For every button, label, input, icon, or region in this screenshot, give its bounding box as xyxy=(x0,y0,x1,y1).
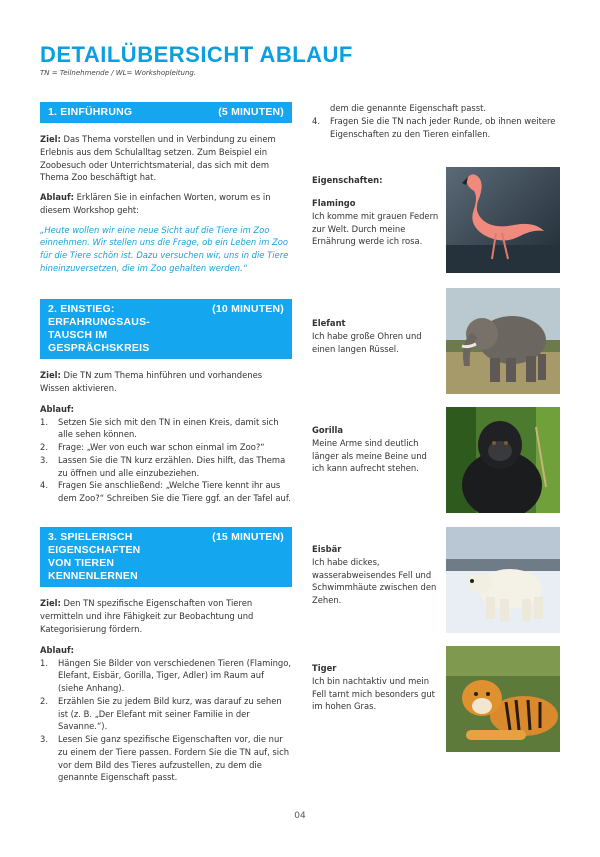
goal-label: Ziel: xyxy=(40,598,61,609)
section-3-goal xyxy=(40,597,292,635)
section-2-steps xyxy=(40,416,292,505)
animal-name: Flamingo xyxy=(312,198,356,208)
section-duration: (10 MINUTEN) xyxy=(212,302,284,315)
properties-heading: Eigenschaften: xyxy=(312,175,383,185)
step-number: 2. xyxy=(40,442,48,453)
animal-name: Gorilla xyxy=(312,425,344,435)
goal-text: Die TN zum Thema hinführen und vorhandenes Wissen aktivieren. xyxy=(40,370,263,394)
step-number: 4. xyxy=(40,480,48,491)
section-1-procedure xyxy=(40,191,292,217)
step-text: Fragen Sie anschließend: „Welche Tiere kennt ihr aus dem Zoo?“ Schreiben Sie die Tiere ggf. an der Tafel auf. xyxy=(58,480,291,504)
list-item xyxy=(40,733,292,784)
list-item xyxy=(40,454,292,480)
left-column xyxy=(40,102,292,784)
step-text: Setzen Sie sich mit den TN in einen Kreis, damit sich alle sehen können. xyxy=(58,416,279,440)
procedure-label: Ablauf: xyxy=(40,192,74,203)
section-duration: (15 MINUTEN) xyxy=(212,530,284,543)
animal-elephant xyxy=(312,317,440,355)
step-text: Lassen Sie die TN kurz erzählen. Dies hilft, das Thema zu öffnen und alle einzubeziehen. xyxy=(58,454,286,478)
list-item xyxy=(40,441,292,454)
section-3-steps-continued xyxy=(312,102,562,140)
animal-name: Tiger xyxy=(312,663,337,673)
animal-description: Ich habe große Ohren und einen langen Rüssel. xyxy=(312,330,422,354)
section-3-steps xyxy=(40,657,292,785)
list-item xyxy=(40,416,292,442)
flamingo-photo xyxy=(446,167,560,273)
animal-description: Ich bin nachtaktiv und mein Fell tarnt mich besonders gut im hohen Gras. xyxy=(312,675,435,712)
animal-description: Ich komme mit grauen Federn zur Welt. Durch meine Ernährung werde ich rosa. xyxy=(312,210,439,247)
section-1-goal xyxy=(40,133,292,184)
section-3-header xyxy=(40,527,292,588)
step-text: Fragen Sie die TN nach jeder Runde, ob ihnen weitere Eigenschaften zu den Tieren einfallen. xyxy=(330,115,556,139)
section-heading: 1. EINFÜHRUNG xyxy=(48,106,133,118)
step-number: 1. xyxy=(40,657,48,668)
goal-text: Den TN spezifische Eigenschaften von Tieren vermitteln und ihre Fähigkeit zur Beobachtung und Kategorisierung fördern. xyxy=(40,598,254,634)
animal-description: Ich habe dickes, wasserabweisendes Fell und Schwimmhäute zwischen den Zehen. xyxy=(312,556,437,606)
section-duration: (5 MINUTEN) xyxy=(218,106,284,118)
abbreviation-note: TN = Teilnehmende / WL= Workshopleitung. xyxy=(40,69,197,77)
animal-flamingo xyxy=(312,197,440,248)
list-item xyxy=(40,695,292,733)
animal-tiger xyxy=(312,662,440,713)
animal-gorilla xyxy=(312,424,440,475)
section-heading: 3. SPIELERISCH EIGENSCHAFTEN VON TIEREN KENNENLERNEN xyxy=(48,530,141,583)
step-text: Lesen Sie ganz spezifische Eigenschaften vor, die nur zu einem der Tiere passen. Fordern Sie die TN auf, sich vor dem Bild des Tieres aufzustellen, zu dem die genannte Eigenschaft passt. xyxy=(58,734,290,783)
tiger-photo xyxy=(446,646,560,752)
step-number: 3. xyxy=(40,454,48,465)
animal-polar-bear xyxy=(312,543,440,607)
list-item xyxy=(312,102,562,115)
step-text: Hängen Sie Bilder von verschiedenen Tieren (Flamingo, Elefant, Eisbär, Gorilla, Tiger, Adler) im Raum auf (siehe Anhang). xyxy=(58,657,292,694)
goal-label: Ziel: xyxy=(40,134,61,145)
procedure-text: Erklären Sie in einfachen Worten, worum es in diesem Workshop geht: xyxy=(40,192,271,215)
intro-quote: „Heute wollen wir eine neue Sicht auf die Tiere im Zoo einnehmen. Wir stellen uns die Frage, ob ein Leben im Zoo für die Tiere schön ist. Dazu versuchen wir, uns in die Tiere hineinzuversetzen, die im Zoo gehalten werden.“ xyxy=(40,224,289,274)
step-text: Frage: „Wer von euch war schon einmal im Zoo?“ xyxy=(58,442,265,453)
section-2-goal xyxy=(40,369,292,395)
goal-text: Das Thema vorstellen und in Verbindung zu einem Erlebnis aus dem Schulalltag setzen. Zum Beispiel ein Zoobesuch oder Unterrichtsmaterial, das sich mit dem Thema Zoo beschäftigt hat. xyxy=(40,134,276,183)
animal-name: Elefant xyxy=(312,318,346,328)
page-title: DETAILÜBERSICHT ABLAUF xyxy=(40,42,353,67)
animal-description: Meine Arme sind deutlich länger als meine Beine und ich kann aufrecht stehen. xyxy=(312,437,427,474)
section-1-header xyxy=(40,102,292,123)
procedure-label: Ablauf: xyxy=(40,644,74,655)
step-number: 2. xyxy=(40,695,48,706)
right-column xyxy=(312,102,562,140)
step-number: 3. xyxy=(40,734,48,745)
section-2-header xyxy=(40,299,292,360)
page-number: 04 xyxy=(294,811,306,821)
section-heading: 2. EINSTIEG: ERFAHRUNGSAUS- TAUSCH IM GESPRÄCHSKREIS xyxy=(48,302,150,355)
goal-label: Ziel: xyxy=(40,370,61,381)
polar-bear-photo xyxy=(446,527,560,633)
step-text-continuation: dem die genannte Eigenschaft passt. xyxy=(330,103,487,113)
list-item xyxy=(312,115,562,141)
list-item xyxy=(40,657,292,695)
gorilla-photo xyxy=(446,407,560,513)
step-number: 1. xyxy=(40,416,48,427)
list-item xyxy=(40,479,292,505)
step-number: 4. xyxy=(312,115,320,126)
animal-name: Eisbär xyxy=(312,544,342,554)
procedure-label: Ablauf: xyxy=(40,403,74,414)
elephant-photo xyxy=(446,288,560,394)
step-text: Erzählen Sie zu jedem Bild kurz, was darauf zu sehen ist (z. B. „Der Elefant mit seiner Familie in der Savanne.“). xyxy=(58,695,282,732)
